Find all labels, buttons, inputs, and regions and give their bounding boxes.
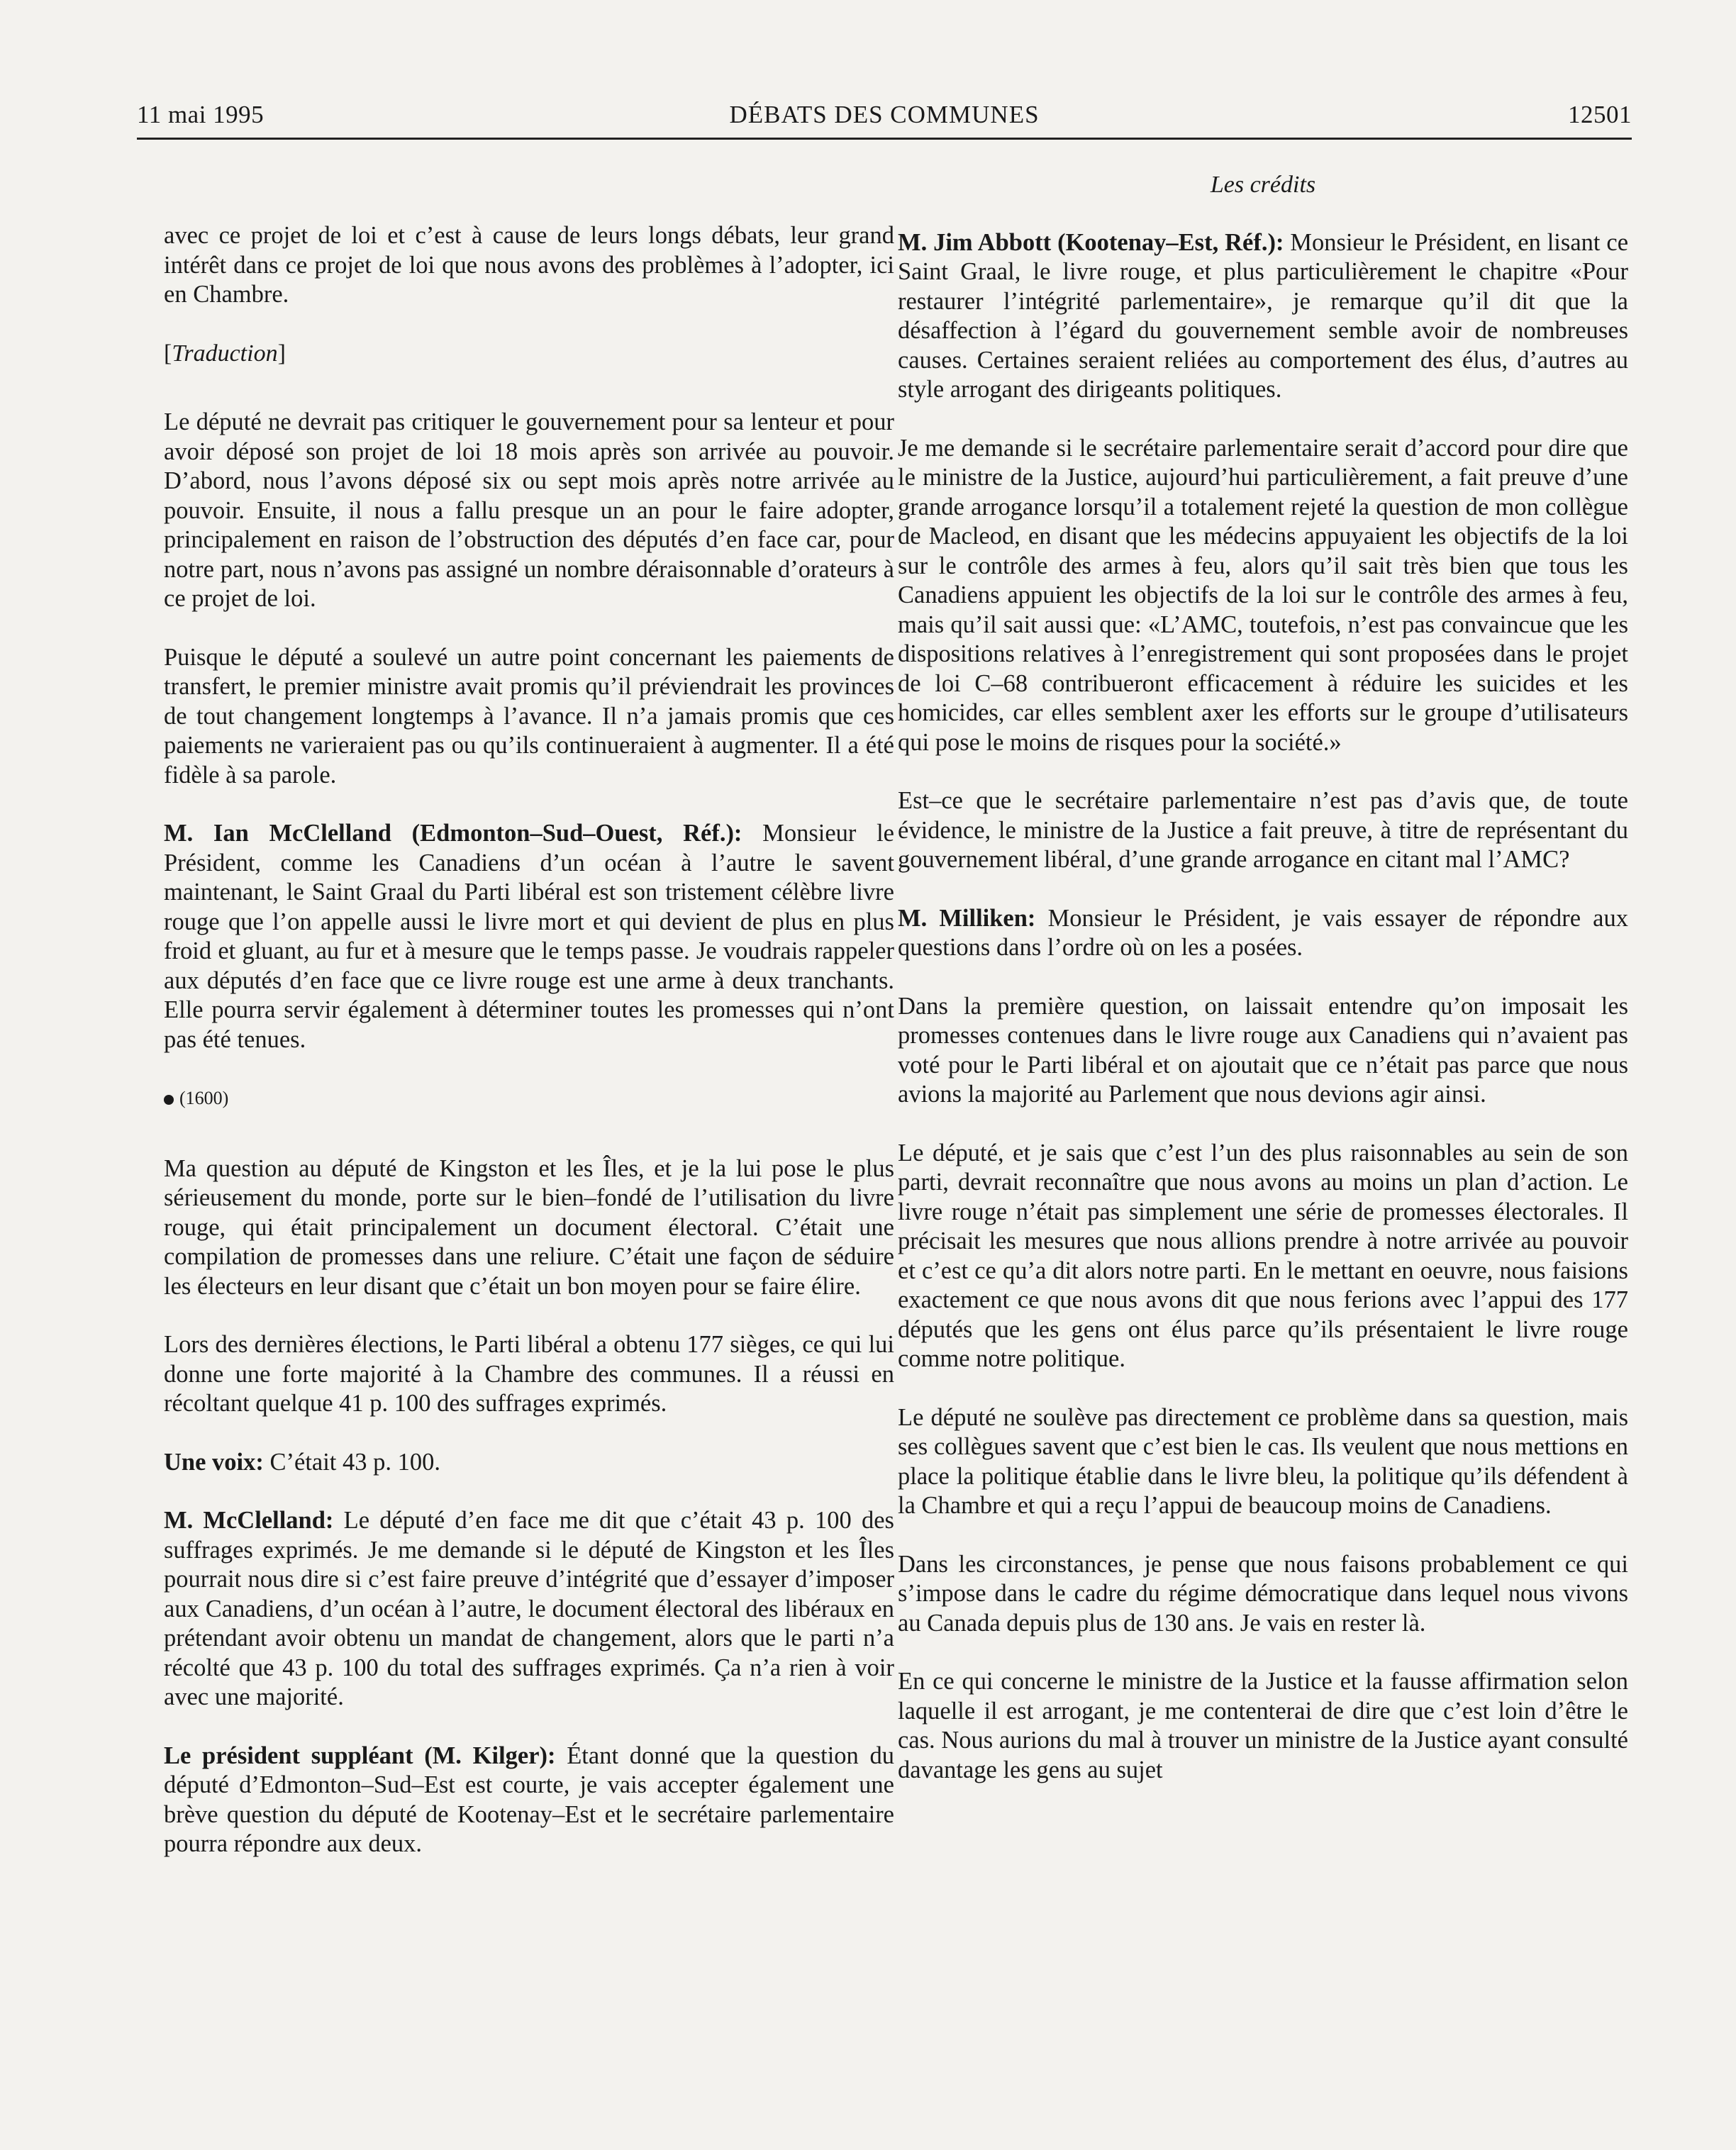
paragraph: Dans les circonstances, je pense que nous faisons probablement ce qui s’impose dans le cadre du régime démocratique dans lequel nous vivons au Canada depuis plus de 130 ans. Je vais en rester là. bbox=[898, 1550, 1628, 1637]
margin-bleed-marks bbox=[1698, 908, 1727, 1234]
paragraph: En ce qui concerne le ministre de la Justice et la fausse affirmation selon laquelle il est arrogant, je me contenterai de dire que c’est loin d’être le cas. Nous aurions du mal à trouver un ministre de la Justice ayant consulté davantage les gens au sujet bbox=[898, 1668, 1628, 1783]
speech bbox=[898, 904, 1628, 963]
header-page-number: 12501 bbox=[1568, 101, 1632, 128]
translation-tag-label: Traduction bbox=[172, 340, 278, 367]
translation-tag: [Traduction] bbox=[164, 340, 286, 367]
paragraph: Le député ne soulève pas directement ce problème dans sa question, mais ses collègues savent que c’est bien le cas. Ils veulent que nous mettions en place la politique établie dans le livre bleu, la politique qu’ils défendent à la Chambre et qui a reçu l’appui de beaucoup moins de Canadiens. bbox=[898, 1403, 1628, 1519]
paragraph: avec ce projet de loi et c’est à cause de leurs longs débats, leur grand intérêt dans ce projet de loi que nous avons des problèmes à l’adopter, ici en Chambre. bbox=[164, 222, 894, 308]
timestamp-text: (1600) bbox=[179, 1088, 229, 1108]
speech-text: Étant donné que la question du député d’Edmonton–Sud–Est est courte, je vais accepter également une brève question du député de Kootenay–Est et le secrétaire parlementaire pourra répondre aux deux. bbox=[164, 1742, 895, 1857]
speaker-name: M. Ian McClelland (Edmonton–Sud–Ouest, Réf.): bbox=[164, 820, 742, 847]
right-column bbox=[898, 170, 1628, 1814]
section-title: Les crédits bbox=[1210, 172, 1316, 198]
header-date: 11 mai 1995 bbox=[137, 101, 265, 128]
speaker-name: Une voix: bbox=[164, 1448, 264, 1476]
paragraph: Dans la première question, on laissait entendre qu’on imposait les promesses contenues dans le livre rouge aux Canadiens qui n’avaient pas voté pour le Parti libéral et on ajoutait que ce n’était pas parce que nous avions la majorité au Parlement que nous devions agir ainsi. bbox=[898, 992, 1628, 1108]
speaker-name: Le président suppléant (M. Kilger): bbox=[164, 1742, 556, 1769]
speech-text: Monsieur le Président, je vais essayer de répondre aux questions dans l’ordre où on les a posées. bbox=[898, 904, 1628, 961]
speech bbox=[164, 1742, 894, 1859]
timestamp bbox=[164, 1084, 894, 1113]
paragraph: Ma question au député de Kingston et les Îles, et je la lui pose le plus sérieusement du monde, porte sur le bien–fondé de l’utilisation du livre rouge, qui était principalement un document électoral. C’était une compilation de promesses dans une reliure. C’était une façon de séduire les électeurs en leur disant que c’était un bon moyen pour se faire élire. bbox=[164, 1154, 894, 1300]
speech-text: Monsieur le Président, en lisant ce Saint Graal, le livre rouge, et plus particulièrement le chapitre «Pour restaurer l’intégrité parlementaire», je remarque qu’il dit que la désaffection à l’égard du gouvernement semble avoir de nombreuses causes. Certaines seraient reliées au comportement des élus, d’autres au style arrogant des dirigeants politiques. bbox=[898, 228, 1629, 403]
speech bbox=[164, 1506, 894, 1712]
speaker-name: M. Jim Abbott (Kootenay–Est, Réf.): bbox=[898, 228, 1284, 256]
bullet-icon bbox=[164, 1095, 174, 1105]
paragraph: Est–ce que le secrétaire parlementaire n’est pas d’avis que, de toute évidence, le ministre de la Justice a fait preuve, à titre de représentant du gouvernement libéral, d’une grande arrogance en citant mal l’AMC? bbox=[898, 787, 1628, 873]
left-column bbox=[164, 221, 894, 1888]
speech-text: Monsieur le Président, comme les Canadiens d’un océan à l’autre le savent maintenant, le Saint Graal du Parti libéral est son tristement célèbre livre rouge que l’on appelle aussi le livre mort et qui devient de plus en plus froid et gluant, au fur et à mesure que le temps passe. Je voudrais rappeler aux députés d’en face que ce livre rouge est une arme à deux tranchants. Elle pourra servir également à déterminer toutes les promesses qui n’ont pas été tenues. bbox=[164, 820, 894, 1053]
page-header bbox=[137, 101, 1632, 140]
speech-text: Le député d’en face me dit que c’était 43 p. 100 des suffrages exprimés. Je me demande si le député de Kingston et les Îles pourrait nous dire si c’est faire preuve d’intégrité que d’essayer d’imposer aux Canadiens, d’un océan à l’autre, le document électoral des libéraux en prétendant avoir obtenu un mandat de changement, alors que le parti n’a récolté que 43 p. 100 du total des suffrages exprimés. Ça n’a rien à voir avec une majorité. bbox=[164, 1507, 894, 1710]
paragraph: Le député ne devrait pas critiquer le gouvernement pour sa lenteur et pour avoir déposé son projet de loi 18 mois après son arrivée au pouvoir. D’abord, nous l’avons déposé six ou sept mois après notre arrivée au pouvoir. Ensuite, il nous a fallu presque un an pour le faire adopter, principalement en raison de l’obstruction des députés d’en face car, pour notre part, nous n’avons pas assigné un nombre déraisonnable d’orateurs à ce projet de loi. bbox=[164, 408, 894, 612]
paragraph: Le député, et je sais que c’est l’un des plus raisonnables au sein de son parti, devrait reconnaître que nous avons au moins un plan d’action. Le livre rouge n’était pas simplement une série de promesses électorales. Il précisait les mesures que nous allions prendre à notre arrivée au pouvoir et c’est ce qu’a dit alors notre parti. En le mettant en oeuvre, nous faisions exactement ce que nous avons dit que nous ferions avec l’appui des 177 députés que les gens ont élus parce qu’ils présentaient le livre rouge comme notre politique. bbox=[898, 1139, 1628, 1372]
speech bbox=[164, 819, 894, 1054]
paragraph: Je me demande si le secrétaire parlementaire serait d’accord pour dire que le ministre de la Justice, aujourd’hui particulièrement, a fait preuve d’une grande arrogance lorsqu’il a totalement rejeté la question de mon collègue de Macleod, en disant que les médecins appuyaient les objectifs de la loi sur le contrôle des armes à feu, alors qu’il sait très bien que tous les Canadiens appuient les objectifs de la loi sur le contrôle des armes à feu, mais qu’il sait aussi que: «L’AMC, toutefois, n’est pas convaincue que les dispositions relatives à l’enregistrement qui sont proposées dans le projet de loi C–68 contribueront efficacement à réduire les suicides et les homicides, car elles semblent axer les efforts sur le groupe d’utilisateurs qui pose le moins de risques pour la société.» bbox=[898, 434, 1628, 756]
speech bbox=[898, 228, 1628, 405]
speaker-name: M. McClelland: bbox=[164, 1507, 334, 1534]
speaker-name: M. Milliken: bbox=[898, 904, 1036, 932]
paragraph: Puisque le député a soulevé un autre point concernant les paiements de transfert, le premier ministre avait promis qu’il préviendrait les provinces de tout changement longtemps à l’avance. Il n’a jamais promis que ces paiements ne varieraient pas ou qu’ils continueraient à augmenter. Il a été fidèle à sa parole. bbox=[164, 643, 894, 789]
paragraph: Lors des dernières élections, le Parti libéral a obtenu 177 sièges, ce qui lui donne une forte majorité à la Chambre des communes. Il a réussi en récoltant quelque 41 p. 100 des suffrages exprimés. bbox=[164, 1331, 894, 1417]
speech-text: C’était 43 p. 100. bbox=[263, 1448, 441, 1476]
speech bbox=[164, 1448, 894, 1478]
header-title: DÉBATS DES COMMUNES bbox=[729, 101, 1040, 128]
